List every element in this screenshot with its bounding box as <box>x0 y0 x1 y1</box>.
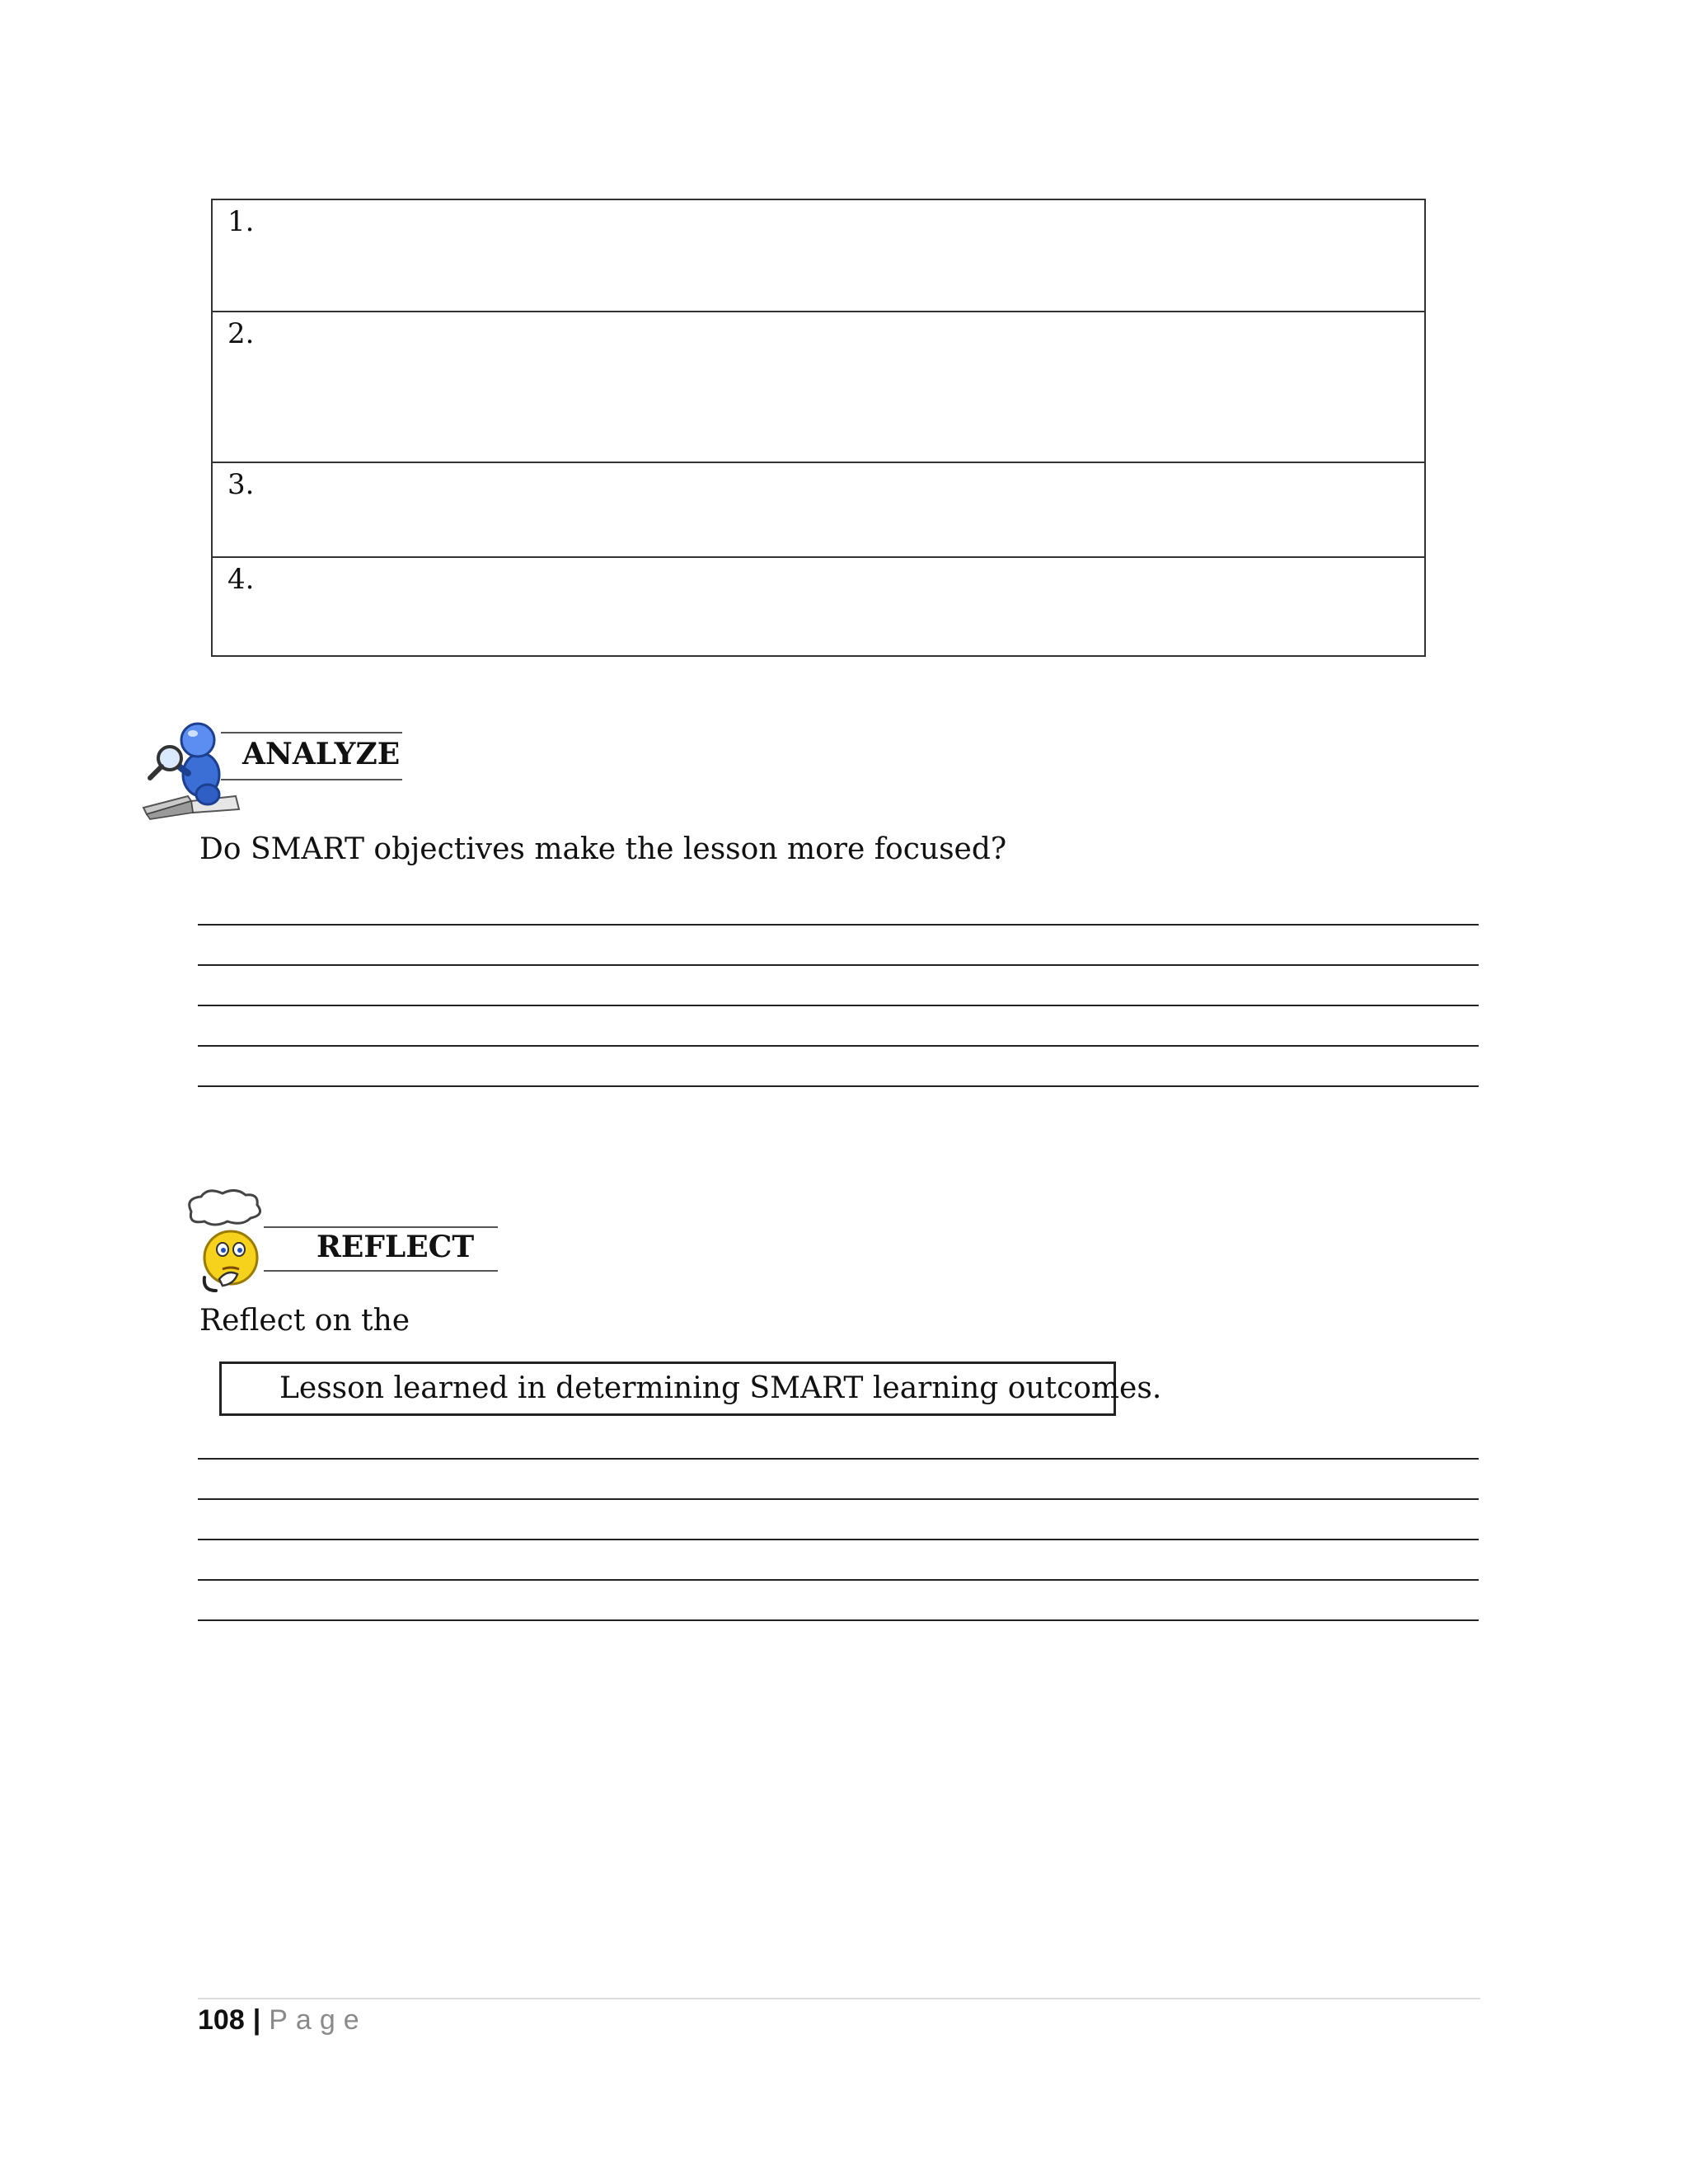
footer-separator: | <box>252 2004 261 2036</box>
row-number: 4. <box>227 563 255 596</box>
row-number: 2. <box>227 317 255 350</box>
page-number: 108 <box>198 2004 245 2036</box>
answer-cell[interactable] <box>212 199 1425 312</box>
writing-line[interactable] <box>198 1502 1479 1540</box>
answer-table <box>211 199 1426 657</box>
reflect-section-header <box>173 1187 503 1294</box>
writing-line[interactable] <box>198 1008 1479 1047</box>
writing-line[interactable] <box>198 1461 1479 1500</box>
thinking-face-icon <box>173 1187 288 1294</box>
writing-line[interactable] <box>198 1542 1479 1581</box>
reflect-prompt-box: Lesson learned in determining SMART learning outcomes. <box>219 1361 1116 1416</box>
writing-line[interactable] <box>198 887 1479 926</box>
table-row <box>212 312 1425 462</box>
writing-line[interactable] <box>198 968 1479 1006</box>
page-word: Page <box>269 2004 368 2036</box>
table-row <box>212 462 1425 557</box>
answer-cell[interactable] <box>212 462 1425 557</box>
table-row <box>212 557 1425 656</box>
analyze-question: Do SMART objectives make the lesson more focused? <box>199 832 1007 866</box>
analyze-section-header <box>138 715 419 823</box>
footer-rule <box>198 1998 1480 1999</box>
header-rule-top <box>264 1226 498 1228</box>
reflect-answer-lines[interactable] <box>198 1421 1479 1623</box>
header-rule-bottom <box>264 1270 498 1272</box>
header-rule-bottom <box>221 779 402 780</box>
row-number: 1. <box>227 205 255 238</box>
writing-line[interactable] <box>198 927 1479 966</box>
writing-line[interactable] <box>198 1048 1479 1087</box>
header-rule-top <box>221 732 402 733</box>
row-number: 3. <box>227 468 255 501</box>
reflect-title: REFLECT <box>316 1230 475 1264</box>
writing-line[interactable] <box>198 1582 1479 1621</box>
reflect-intro: Reflect on the <box>199 1304 410 1338</box>
analyze-title: ANALYZE <box>242 737 401 771</box>
answer-cell[interactable] <box>212 557 1425 656</box>
table-row <box>212 199 1425 312</box>
page-footer <box>198 2004 368 2036</box>
answer-cell[interactable] <box>212 312 1425 462</box>
analyze-answer-lines[interactable] <box>198 887 1479 1089</box>
writing-line[interactable] <box>198 1421 1479 1460</box>
